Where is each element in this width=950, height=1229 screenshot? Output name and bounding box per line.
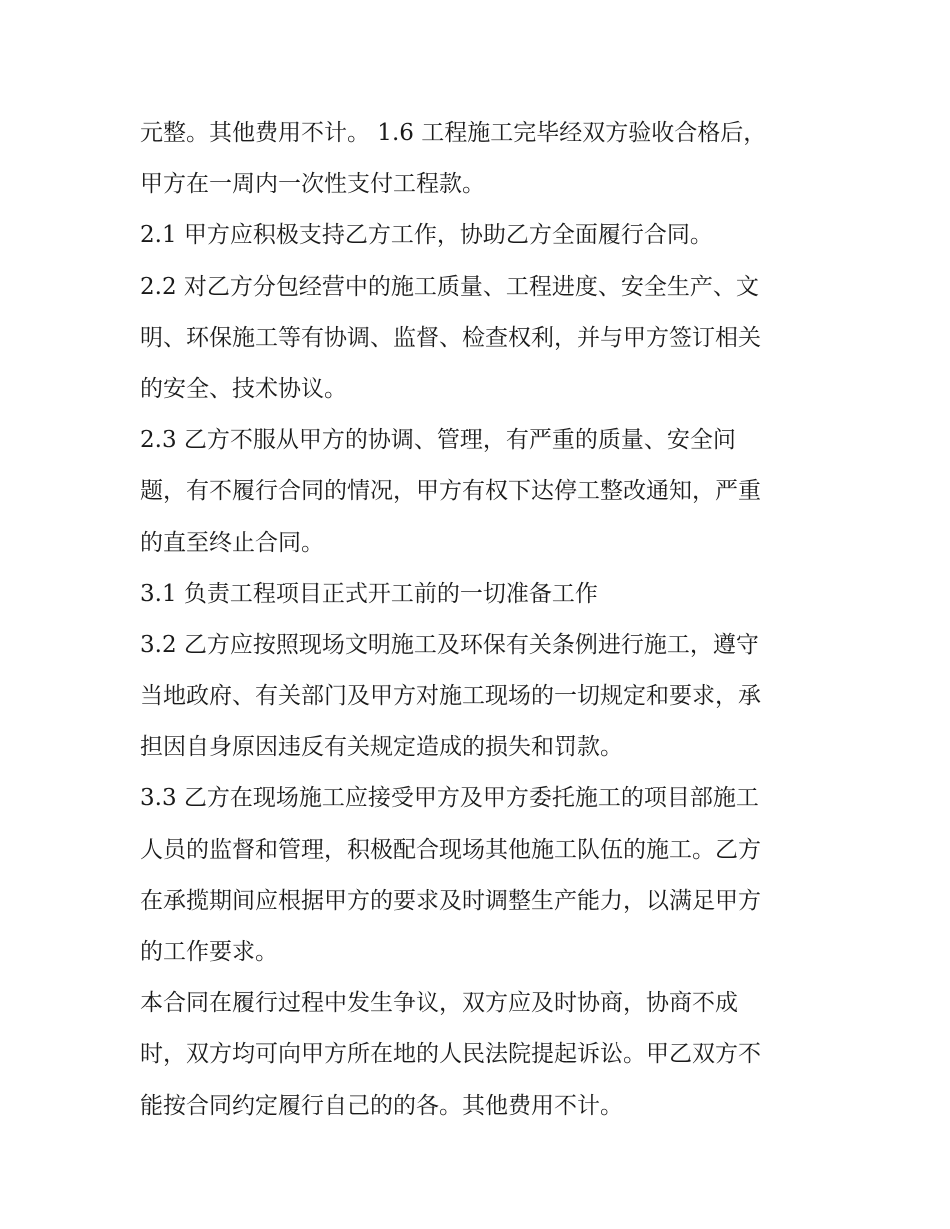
text-line: 当地政府、有关部门及甲方对施工现场的一切规定和要求，承 [140,683,761,710]
text-line: 甲方在一周内一次性支付工程款。 [140,171,485,198]
text-line: 在承揽期间应根据甲方的要求及时调整生产能力，以满足甲方 [140,887,761,914]
text-line: 能按合同约定履行自己的的各。其他费用不计。 [140,1092,623,1119]
text-line: 3.2 乙方应按照现场文明施工及环保有关条例进行施工，遵守 [140,631,759,658]
text-line: 3.3 乙方在现场施工应接受甲方及甲方委托施工的项目部施工 [140,785,759,812]
text-line: 2.2 对乙方分包经营中的施工质量、工程进度、安全生产、文 [140,273,759,300]
text-line: 2.3 乙方不服从甲方的协调、管理，有严重的质量、安全问 [140,427,736,454]
text-line: 的直至终止合同。 [140,529,324,556]
document-body [140,108,820,1132]
text-line: 的工作要求。 [140,939,278,965]
text-line: 3.1 负责工程项目正式开工前的一切准备工作 [140,580,598,607]
text-line: 本合同在履行过程中发生争议，双方应及时协商，协商不成 [140,990,738,1017]
text-line: 明、环保施工等有协调、监督、检查权利，并与甲方签订相关 [140,324,761,351]
text-line: 时，双方均可向甲方所在地的人民法院提起诉讼。甲乙双方不 [140,1041,761,1068]
text-line: 人员的监督和管理，积极配合现场其他施工队伍的施工。乙方 [140,836,761,863]
text-line: 担因自身原因违反有关规定造成的损失和罚款。 [140,734,623,761]
text-line: 题，有不履行合同的情况，甲方有权下达停工整改通知，严重 [140,478,761,505]
text-line: 2.1 甲方应积极支持乙方工作，协助乙方全面履行合同。 [140,222,713,249]
text-line: 元整。其他费用不计。 1.6 工程施工完毕经双方验收合格后， [140,120,767,146]
text-line: 的安全、技术协议。 [140,375,347,402]
